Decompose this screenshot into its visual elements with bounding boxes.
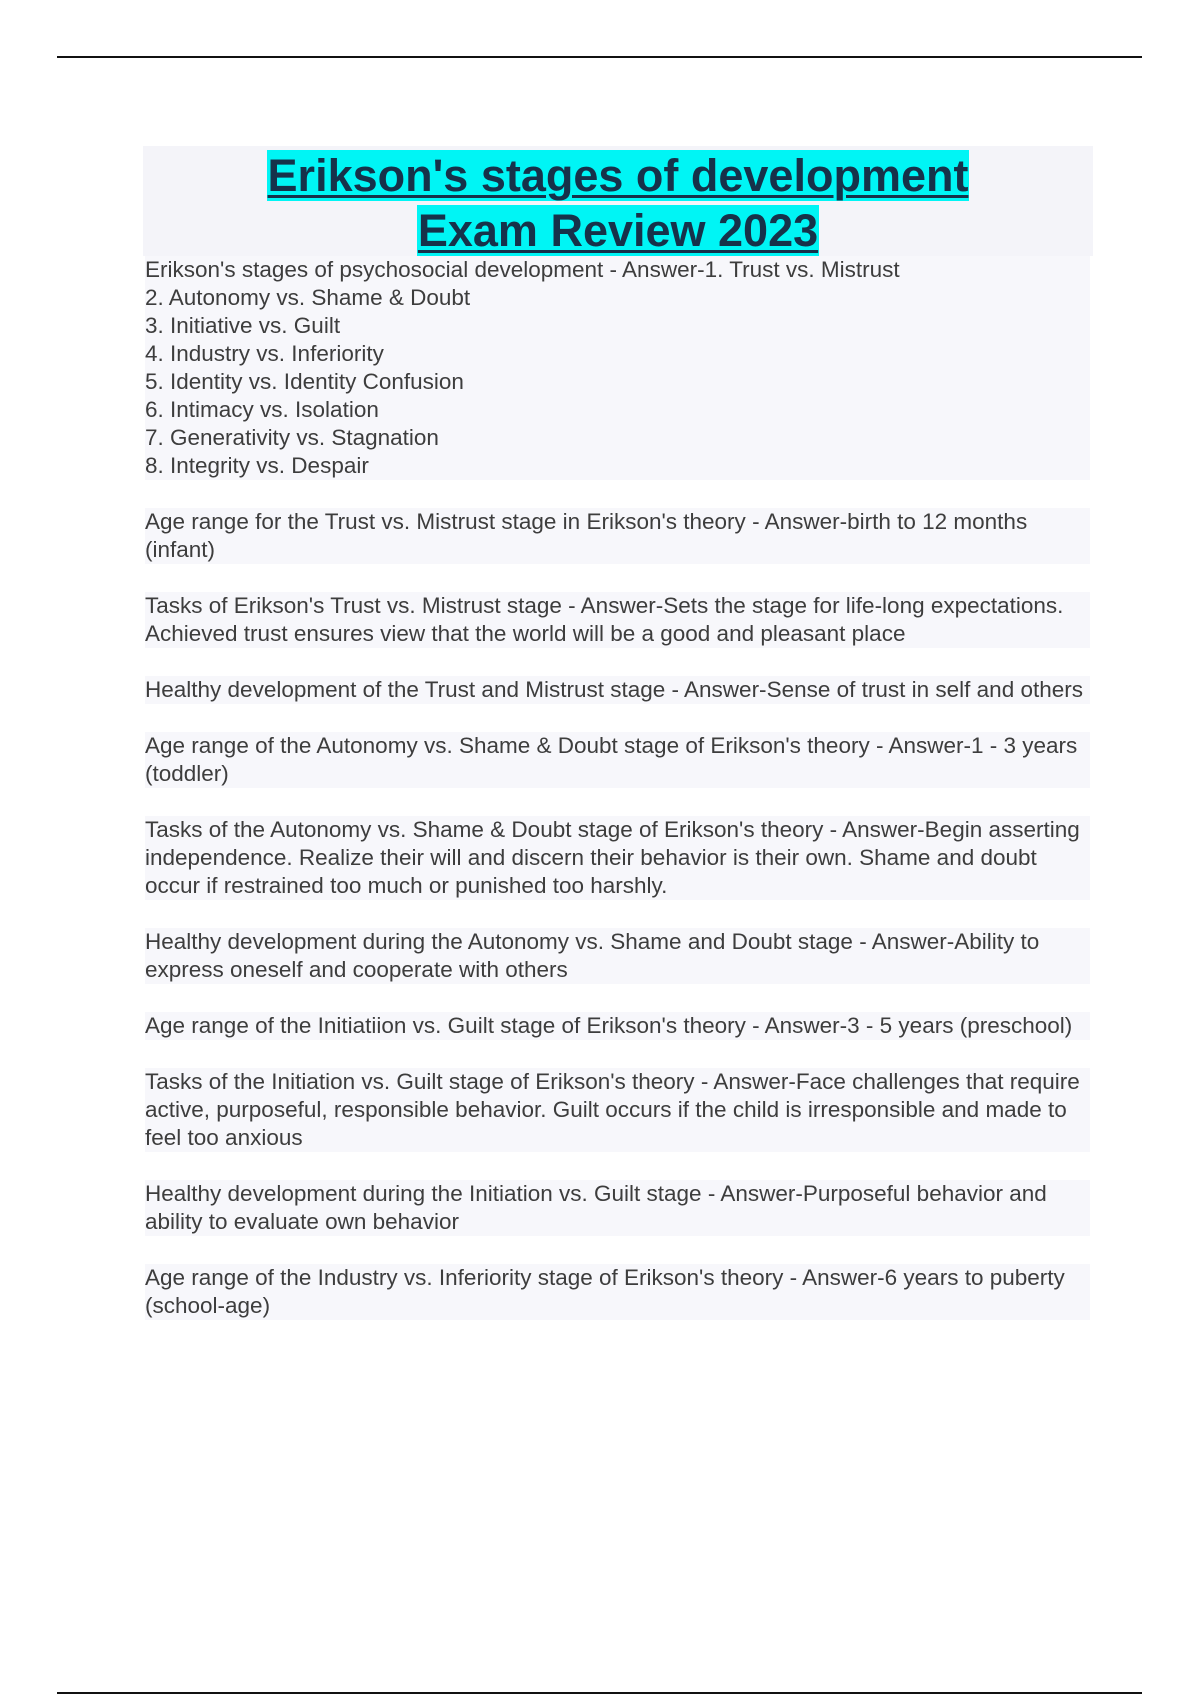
question-text: Age range of the Initiatiion vs. Guilt stage of Erikson's theory (145, 1013, 746, 1038)
answer-text: Begin asserting independence. Realize their will and discern their behavior is their own. Shame and doubt occur if restrained too much or punished too harshly. (145, 817, 1087, 898)
qa-item (145, 1068, 1090, 1152)
answer-text: Ability to express oneself and cooperate with others (145, 929, 1046, 982)
top-rule (57, 56, 1142, 58)
question-text: Tasks of the Initiation vs. Guilt stage of Erikson's theory (145, 1069, 695, 1094)
answer-separator: - Answer- (665, 677, 767, 702)
answer-separator: - Answer- (561, 593, 664, 618)
answer-text: Sense of trust in self and others (766, 677, 1083, 702)
qa-item (145, 676, 1090, 704)
question-text: Healthy development of the Trust and Mistrust stage (145, 677, 666, 702)
question-text: Healthy development during the Initiation vs. Guilt stage (145, 1181, 702, 1206)
qa-item (145, 928, 1090, 984)
qa-item (145, 508, 1090, 564)
answer-separator: - Answer- (745, 509, 848, 534)
answer-separator: - Answer- (852, 929, 955, 954)
title-line-2: Exam Review 2023 (417, 205, 819, 256)
qa-item (145, 256, 1090, 480)
question-text: Age range for the Trust vs. Mistrust stage in Erikson's theory (145, 509, 746, 534)
answer-separator: - Answer- (869, 733, 971, 758)
answer-separator: - Answer- (694, 1069, 796, 1094)
title-line-1: Erikson's stages of development (267, 150, 969, 201)
question-text: Tasks of Erikson's Trust vs. Mistrust stage (145, 593, 562, 618)
qa-item (145, 1012, 1090, 1040)
answer-text: 1. Trust vs. Mistrust 2. Autonomy vs. Shame & Doubt 3. Initiative vs. Guilt 4. Industry vs. Inferiority 5. Identity vs. Identity Confusion 6. Intimacy vs. Isolation 7. Generativity vs. Stagnation 8. Integrity vs. Despair (145, 257, 900, 478)
answer-separator: - Answer- (745, 1013, 848, 1038)
question-text: Erikson's stages of psychosocial development (145, 257, 604, 282)
qa-item (145, 1180, 1090, 1236)
answer-text: 3 - 5 years (preschool) (847, 1013, 1073, 1038)
answer-text: Face challenges that require active, purposeful, responsible behavior. Guilt occurs if the child is irresponsible and made to feel too anxious (145, 1069, 1087, 1150)
question-text: Healthy development during the Autonomy vs. Shame and Doubt stage (145, 929, 853, 954)
answer-text: 6 years to puberty (school-age) (145, 1265, 1072, 1318)
answer-text: 1 - 3 years (toddler) (145, 733, 1084, 786)
question-text: Tasks of the Autonomy vs. Shame & Doubt stage of Erikson's theory (145, 817, 824, 842)
qa-item (145, 732, 1090, 788)
document-title (143, 148, 1093, 258)
answer-text: birth to 12 months (infant) (145, 509, 1034, 562)
answer-separator: - Answer- (701, 1181, 803, 1206)
qa-item (145, 592, 1090, 648)
bottom-rule (57, 1692, 1142, 1694)
qa-item (145, 816, 1090, 900)
answer-text: Sets the stage for life-long expectations. Achieved trust ensures view that the world will be a good and pleasant place (145, 593, 1069, 646)
answer-separator: - Answer- (603, 257, 705, 282)
qa-list (145, 256, 1090, 1348)
question-text: Age range of the Autonomy vs. Shame & Doubt stage of Erikson's theory (145, 733, 870, 758)
qa-item (145, 1264, 1090, 1320)
answer-separator: - Answer- (783, 1265, 885, 1290)
answer-separator: - Answer- (823, 817, 925, 842)
question-text: Age range of the Industry vs. Inferiority stage of Erikson's theory (145, 1265, 784, 1290)
answer-text: Purposeful behavior and ability to evaluate own behavior (145, 1181, 1054, 1234)
